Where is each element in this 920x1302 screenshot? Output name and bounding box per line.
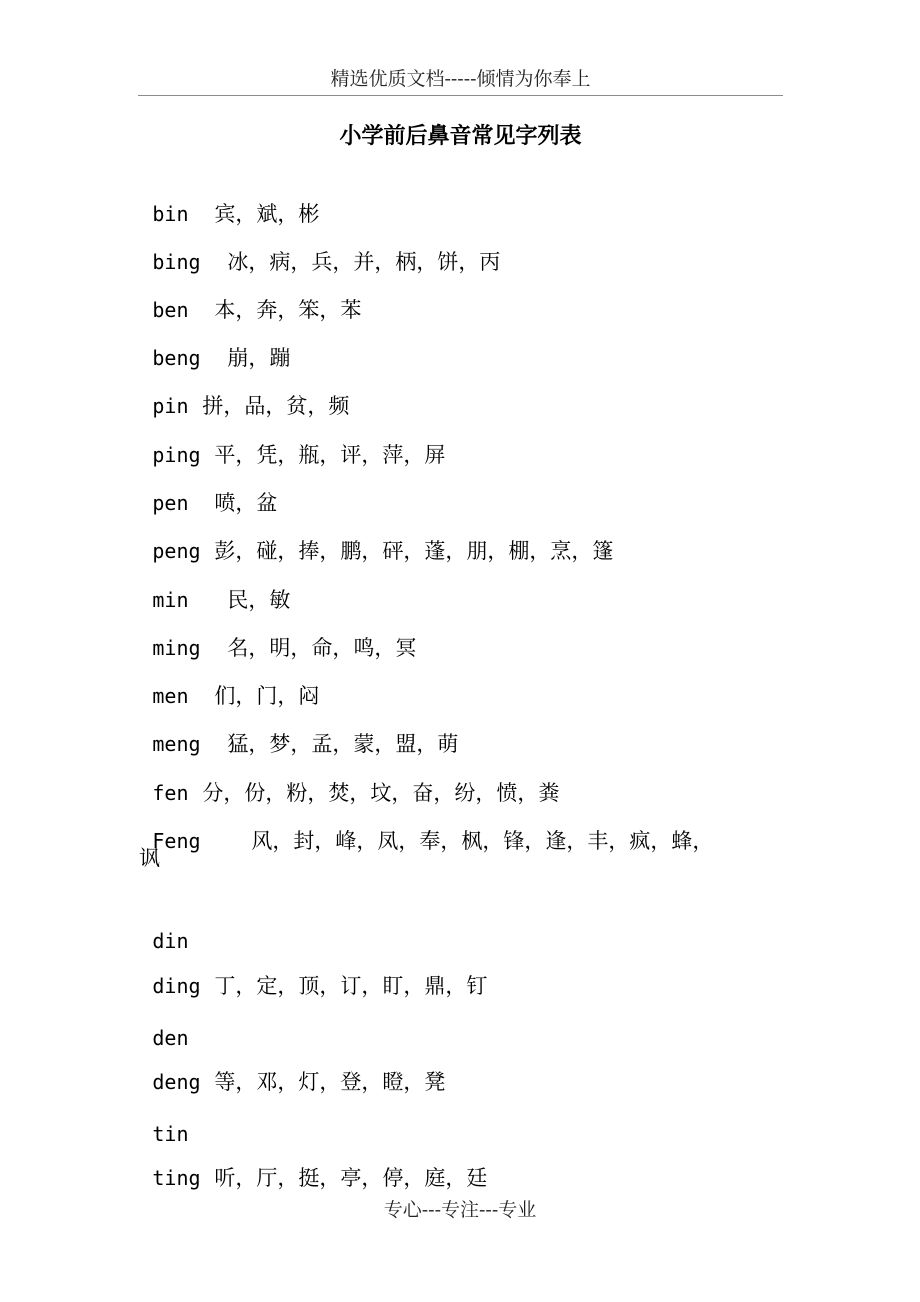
character-list: 宾，斌，彬	[214, 202, 320, 226]
character-list: 本，奔，笨，苯	[214, 298, 362, 322]
pinyin-label: ting	[152, 1166, 201, 1190]
character-list-continuation: 讽	[139, 846, 160, 870]
pinyin-label: ben	[152, 298, 189, 322]
pinyin-label: Feng	[152, 829, 201, 853]
pinyin-label: tin	[152, 1122, 189, 1146]
pinyin-label: din	[152, 929, 189, 953]
character-list: 喷，盆	[214, 491, 278, 515]
pinyin-label: meng	[152, 732, 201, 756]
character-list: 名，明，命，鸣，冥	[227, 636, 417, 660]
list-item	[139, 1133, 784, 1193]
list-item	[139, 941, 784, 1001]
character-list: 分，份，粉，焚，坟，奋，纷，愤，粪	[202, 781, 560, 805]
character-list: 等，邓，灯，登，瞪，凳	[214, 1070, 446, 1094]
pinyin-label: bin	[152, 202, 189, 226]
list-item	[139, 796, 784, 856]
character-list: 风，封，峰，凤，奉，枫，锋，逢，丰，疯，蜂，	[251, 829, 714, 853]
pinyin-label: pin	[152, 394, 189, 418]
pinyin-label: peng	[152, 539, 201, 563]
pinyin-label: min	[152, 588, 189, 612]
pinyin-label: men	[152, 684, 189, 708]
list-item	[139, 1037, 784, 1097]
character-list: 彭，碰，捧，鹏，砰，蓬，朋，棚，烹，篷	[214, 539, 614, 563]
character-list: 民，敏	[227, 588, 291, 612]
pinyin-label: ming	[152, 636, 201, 660]
character-list: 听，厅，挺，亭，停，庭，廷	[214, 1166, 488, 1190]
character-list: 丁，定，顶，订，盯，鼎，钉	[214, 974, 488, 998]
pinyin-label: ping	[152, 443, 201, 467]
pinyin-label: bing	[152, 250, 201, 274]
page-footer: 专心---专注---专业	[383, 1199, 537, 1221]
character-list: 拼，品，贫，频	[202, 394, 350, 418]
character-list: 冰，病，兵，并，柄，饼，丙	[227, 250, 501, 274]
character-list: 猛，梦，孟，蒙，盟，萌	[227, 732, 459, 756]
document-title: 小学前后鼻音常见字列表	[339, 123, 582, 149]
character-list: 平，凭，瓶，评，萍，屏	[214, 443, 446, 467]
pinyin-label: beng	[152, 346, 201, 370]
pinyin-label: den	[152, 1026, 189, 1050]
pinyin-label: pen	[152, 491, 189, 515]
page-header: 精选优质文档-----倾情为你奉上	[138, 64, 783, 96]
pinyin-label: ding	[152, 974, 201, 998]
character-list: 崩，蹦	[227, 346, 291, 370]
pinyin-label: deng	[152, 1070, 201, 1094]
character-list: 们，门，闷	[214, 684, 320, 708]
pinyin-label: fen	[152, 781, 189, 805]
